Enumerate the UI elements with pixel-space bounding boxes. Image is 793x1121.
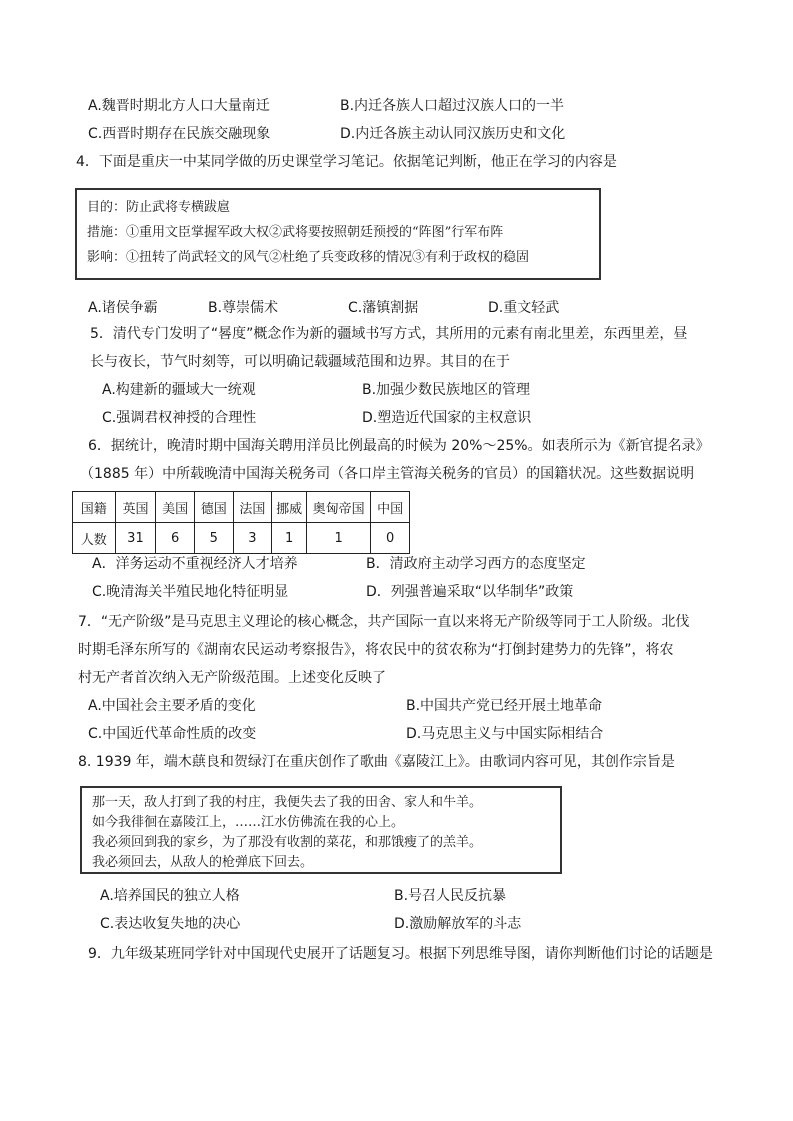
q7-option-c: C.中国近代革命性质的改变 bbox=[88, 726, 257, 742]
q8-lyrics-line: 我必须回去，从敌人的枪弹底下回去。 bbox=[92, 855, 314, 870]
q4-notes-line: 措施：①重用文臣掌握军政大权②武将要按照朝廷预授的“阵图”行军布阵 bbox=[87, 225, 504, 240]
q8-stem: 8. 1939 年，端木蕻良和贺绿汀在重庆创作了歌曲《嘉陵江上》。由歌词内容可见，其创作宗旨是 bbox=[78, 754, 675, 770]
q8-option-d: D.激励解放军的斗志 bbox=[394, 916, 522, 932]
table-cell: 31 bbox=[115, 523, 156, 554]
q3-option-a: A.魏晋时期北方人口大量南迁 bbox=[88, 98, 270, 114]
q6-stem-line1: 6．据统计，晚清时期中国海关聘用洋员比例最高的时候为 20%～25%。如表所示为《新官提名录》 bbox=[88, 438, 710, 454]
table-row bbox=[73, 523, 410, 554]
q5-option-b: B.加强少数民族地区的管理 bbox=[362, 382, 531, 398]
table-cell: 3 bbox=[233, 523, 272, 554]
table-cell: 6 bbox=[156, 523, 195, 554]
q5-option-c: C.强调君权神授的合理性 bbox=[102, 410, 257, 426]
table-cell: 人数 bbox=[73, 523, 116, 554]
q4-option-d: D.重文轻武 bbox=[488, 300, 560, 316]
q3-option-c: C.西晋时期存在民族交融现象 bbox=[88, 126, 271, 142]
q7-stem-line1: 7．“无产阶级”是马克思主义理论的核心概念，共产国际一直以来将无产阶级等同于工人阶级。北伐 bbox=[78, 614, 690, 630]
q8-lyrics-line: 那一天，敌人打到了我的村庄，我便失去了我的田舍、家人和牛羊。 bbox=[92, 795, 483, 810]
q4-option-c: C.藩镇割据 bbox=[348, 300, 419, 316]
q8-lyrics-box bbox=[80, 786, 562, 874]
q8-option-c: C.表达收复失地的决心 bbox=[100, 916, 241, 932]
q4-option-b: B.尊崇儒术 bbox=[208, 300, 279, 316]
table-cell: 德国 bbox=[194, 492, 233, 523]
q7-option-a: A.中国社会主要矛盾的变化 bbox=[88, 698, 256, 714]
q5-stem-line1: 5．清代专门发明了“晷度”概念作为新的疆域书写方式，其所用的元素有南北里差，东西里差，昼 bbox=[90, 326, 688, 342]
table-cell: 5 bbox=[194, 523, 233, 554]
q7-stem-line2: 时期毛泽东所写的《湖南农民运动考察报告》，将农民中的贫农称为“打倒封建势力的先锋”，将农 bbox=[78, 642, 674, 658]
q3-option-d: D.内迁各族主动认同汉族历史和文化 bbox=[340, 126, 566, 142]
table-cell: 法国 bbox=[233, 492, 272, 523]
table-cell: 挪威 bbox=[272, 492, 307, 523]
q6-option-a: A．洋务运动不重视经济人才培养 bbox=[92, 556, 298, 572]
q8-option-a: A.培养国民的独立人格 bbox=[100, 888, 240, 904]
nationality-table bbox=[72, 491, 410, 554]
table-cell: 美国 bbox=[156, 492, 195, 523]
q5-stem-line2: 长与夜长，节气时刻等，可以明确记载疆域范围和边界。其目的在于 bbox=[90, 354, 510, 370]
q6-option-c: C.晚清海关半殖民地化特征明显 bbox=[92, 584, 289, 600]
table-cell: 中国 bbox=[371, 492, 410, 523]
q6-option-d: D．列强普遍采取“以华制华”政策 bbox=[366, 584, 574, 600]
q7-stem-line3: 村无产者首次纳入无产阶级范围。上述变化反映了 bbox=[78, 670, 386, 686]
q4-notes-line: 影响：①扭转了尚武轻文的风气②杜绝了兵变政移的情况③有利于政权的稳固 bbox=[87, 250, 530, 265]
q4-notes-line: 目的：防止武将专横跋扈 bbox=[87, 200, 231, 215]
table-cell: 国籍 bbox=[73, 492, 116, 523]
q5-option-a: A.构建新的疆域大一统观 bbox=[102, 382, 256, 398]
q8-option-b: B.号召人民反抗暴 bbox=[394, 888, 507, 904]
q5-option-d: D.塑造近代国家的主权意识 bbox=[362, 410, 532, 426]
table-header-row bbox=[73, 492, 410, 523]
table-cell: 奥匈帝国 bbox=[306, 492, 370, 523]
table-cell: 1 bbox=[272, 523, 307, 554]
q8-lyrics-line: 如今我徘徊在嘉陵江上，……江水仿佛流在我的心上。 bbox=[92, 815, 405, 830]
q9-stem: 9．九年级某班同学针对中国现代史展开了话题复习。根据下列思维导图，请你判断他们讨论的话题是 bbox=[88, 946, 713, 962]
q6-stem-line2: （1885 年）中所载晚清中国海关税务司（各口岸主管海关税务的官员）的国籍状况。这些数据说明 bbox=[80, 466, 695, 482]
q8-lyrics-line: 我必须回到我的家乡，为了那没有收割的菜花，和那饿瘦了的羔羊。 bbox=[92, 835, 483, 850]
table-cell: 1 bbox=[306, 523, 370, 554]
q3-option-b: B.内迁各族人口超过汉族人口的一半 bbox=[340, 98, 565, 114]
q7-option-d: D.马克思主义与中国实际相结合 bbox=[406, 726, 604, 742]
table-cell: 0 bbox=[371, 523, 410, 554]
q7-option-b: B.中国共产党已经开展土地革命 bbox=[406, 698, 603, 714]
q6-option-b: B．清政府主动学习西方的态度坚定 bbox=[366, 556, 586, 572]
q4-stem: 4．下面是重庆一中某同学做的历史课堂学习笔记。依据笔记判断，他正在学习的内容是 bbox=[76, 154, 617, 170]
q4-notes-box bbox=[75, 188, 601, 280]
table-cell: 英国 bbox=[115, 492, 156, 523]
q4-option-a: A.诸侯争霸 bbox=[88, 300, 158, 316]
